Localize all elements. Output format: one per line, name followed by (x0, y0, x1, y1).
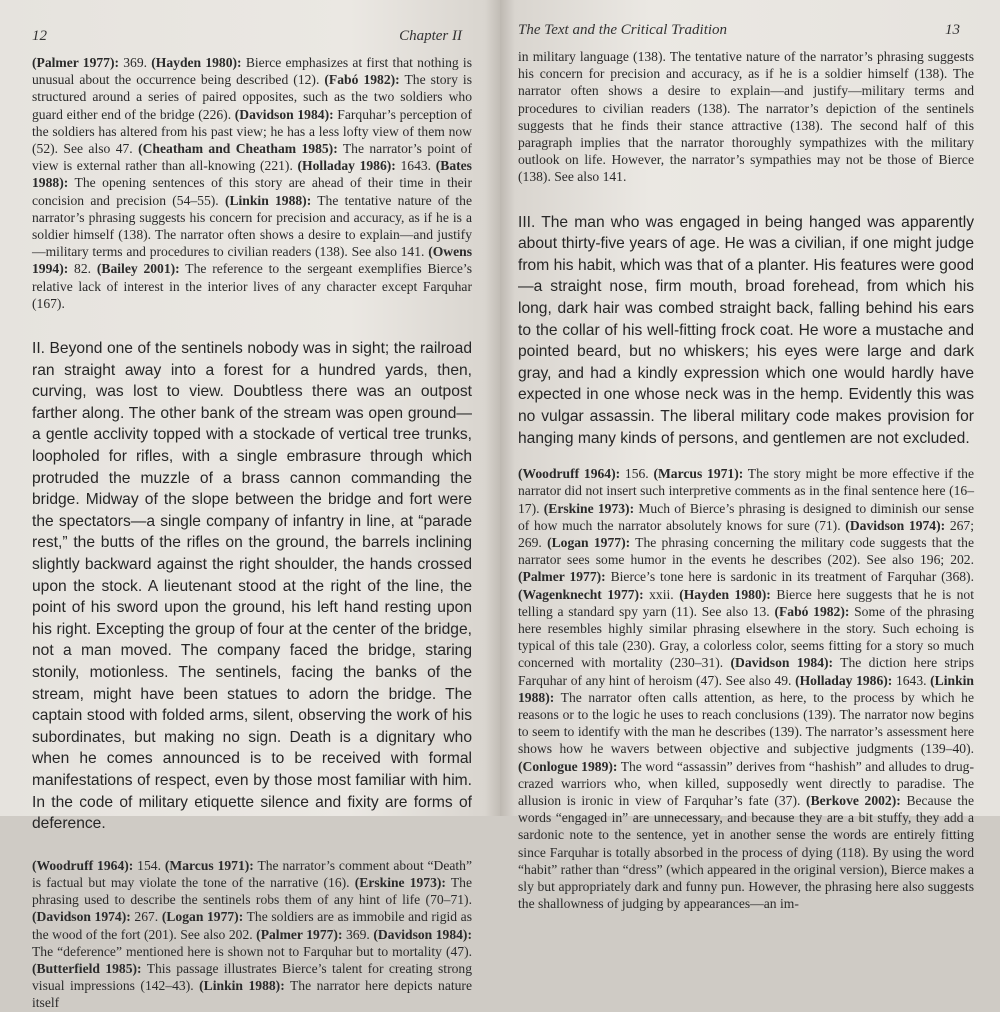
citation-text: 369. (342, 926, 374, 942)
running-head: Chapter II (399, 28, 462, 44)
citation-label: (Marcus 1971): (653, 466, 744, 482)
citation-text: Farquhar’s perception of the soldiers has altered from his past view; he has a less lofty view of them now (52). See also 47. (32, 106, 472, 157)
citation-text: xxii. (643, 586, 680, 602)
right-page-header (518, 22, 974, 42)
citation-text: The phrasing concerning the military code suggests that the narrator sees some humor in the events he describes (202). See also 196; 202. (518, 534, 975, 568)
page-number: 13 (945, 22, 960, 38)
citation-label: (Fabó 1982): (324, 72, 400, 88)
citation-label: (Logan 1977): (161, 909, 244, 925)
citation-text: This passage illustrates Bierce’s talent for creating strong visual impressions (142–43). (32, 960, 472, 994)
commentary-notes (32, 54, 472, 312)
citation-label: (Davidson 1974): (845, 517, 946, 533)
citation-text: The word “assassin” derives from “hashish” and alludes to drug-crazed warriors who, when killed, supposedly went directly to paradise. The allusion is ironic in view of Farquhar’s fate (37). (518, 758, 975, 809)
citation-text: Bierce here suggests that he is not telling a standard spy yarn (11). See also 13. (518, 586, 974, 619)
right-page (500, 0, 1000, 912)
commentary-notes (32, 857, 472, 1012)
citation-text: The narrator often calls attention, as here, to the process by which he reasons or to the logic he uses to reach conclusions (139). The narrator now begins to seem to identify with the man he describes (139). The narrator’s assessment here shows how he wavers between objective and subjective judgments (139–40). (518, 689, 974, 757)
citation-text: Much of Bierce’s phrasing is designed to diminish our sense of how much the narrator absolutely knows for sure (71). (518, 500, 974, 533)
citation-label: (Conlogue 1989): (518, 758, 618, 774)
citation-text: The story might be more effective if the narrator did not insert such interpretive comments as in the final sentence here (16–17). (518, 466, 975, 516)
citation-label: (Erskine 1973): (354, 874, 446, 890)
citation-label: (Fabó 1982): (774, 603, 850, 619)
citation-label: (Palmer 1977): (518, 569, 606, 585)
citation-label: (Linkin 1988): (224, 192, 312, 208)
citation-label: (Linkin 1988): (199, 978, 285, 994)
citation-text: The tentative nature of the narrator’s phrasing suggests his concern for precision and accuracy, as if he is a soldier himself (138). The narrator often shows a desire to explain—and justify—military terms and procedures to civilian readers (138). See also 141. (32, 192, 473, 260)
citation-text: 369. (119, 55, 152, 70)
commentary-notes (518, 465, 974, 912)
citation-text: The “deference” mentioned here is shown not to Farquhar but to mortality (47). (32, 943, 472, 959)
citation-text: The opening sentences of this story are ahead of their time in their concision and precision (54–55). (32, 175, 472, 208)
citation-label: (Holladay 1986): (297, 158, 396, 174)
citation-text: The narrator here depicts nature itself (32, 978, 472, 1011)
citation-text: 1643. (892, 672, 931, 688)
citation-text: The narrator’s point of view is external rather than all-knowing (221). (32, 141, 472, 174)
citation-label: (Davidson 1984): (730, 655, 834, 671)
citation-text: 154. (133, 857, 165, 873)
citation-text: Bierce’s tone here is sardonic in its treatment of Farquhar (368). (605, 569, 974, 585)
citation-label: (Hayden 1980): (679, 586, 771, 602)
citation-text: The soldiers are as immobile and rigid as the wood of the fort (201). See also 202. (32, 909, 473, 942)
citation-label: (Berkove 2002): (806, 793, 901, 809)
citation-text: 156. (620, 466, 654, 482)
page-number: 12 (32, 28, 47, 44)
citation-label: (Davidson 1984): (234, 106, 334, 122)
citation-label: (Bailey 2001): (96, 261, 180, 277)
citation-label: (Wagenknecht 1977): (518, 586, 644, 602)
citation-label: (Bates 1988): (32, 158, 472, 191)
story-passage: II. Beyond one of the sentinels nobody was in sight; the railroad ran straight away into a forest for a hundred yards, then, curving, was lost to view. Doubtless there was an outpost farther along. The other bank of the stream was open ground—a gentle acclivity topped with a stockade of vertical tree trunks, loopholed for rifles, with a single embrasure through which protruded the muzzle of a brass cannon commanding the bridge. Midway of the slope between the bridge and fort were the spectators—a single company of infantry in line, at “parade rest,” the butts of the rifles on the ground, the barrels inclining slightly backward against the right shoulder, the hands crossed upon the stock. A lieutenant stood at the right of the line, the point of his sword upon the ground, his left hand resting upon his right. Excepting the group of four at the center of the bridge, not a man moved. The company faced the bridge, staring stonily, motionless. The sentinels, facing the banks of the stream, might have been statues to adorn the bridge. The captain stood with folded arms, silent, observing the work of his subordinates, but making no sign. Death is a dignitary who when he comes announced is to be received with formal manifestations of respect, even by those most familiar with him. In the code of military etiquette silence and fixity are forms of deference. (32, 340, 472, 833)
citation-text: in military language (138). The tentative nature of the narrator’s phrasing suggests his concern for precision and accuracy, as if he is a soldier himself (138). The narrator often shows a desire to explain—and justify—military terms and procedures to civilian readers (138). The narrator’s depiction of the sentinels suggests that he finds their stance attractive (138). The second half of this paragraph implies that the narrator thoroughly sympathizes with the military outlook on life. However, the narrator’s sympathies may not be those of Bierce (138). See also 141. (518, 49, 974, 185)
citation-label: (Davidson 1974): (32, 909, 131, 925)
left-page (0, 0, 500, 1011)
running-head: The Text and the Critical Tradition (518, 22, 728, 38)
story-passage: III. The man who was engaged in being hanged was apparently about thirty-five years of age. He was a civilian, if one might judge from his habit, which was that of a planter. His features were good—a straight nose, firm mouth, broad forehead, from which his long, dark hair was combed straight back, falling behind his ears to the collar of his well-fitting frock coat. He wore a mustache and pointed beard, but no whiskers; his eyes were large and dark gray, and had a kindly expression which one would hardly have expected in one whose neck was in the hemp. Evidently this was no vulgar assassin. The liberal military code makes provision for hanging many kinds of persons, and gentlemen are not excluded. (518, 213, 974, 447)
citation-text: 1643. (395, 158, 436, 174)
citation-text: 267. (130, 909, 162, 925)
citation-label: (Palmer 1977): (256, 926, 343, 942)
citation-label: (Woodruff 1964): (518, 466, 621, 482)
citation-label: (Linkin 1988): (518, 672, 974, 705)
citation-label: (Cheatham and Cheatham 1985): (138, 141, 338, 157)
citation-text: 267; 269. (518, 517, 975, 550)
citation-text: 82. (68, 261, 97, 277)
citation-text: The reference to the sergeant exemplifies Bierce’s relative lack of interest in the interior lives of any character except Farquhar (167). (32, 261, 472, 311)
left-page-header (32, 28, 472, 48)
citation-text: Bierce emphasizes at first that nothing is unusual about the occurrence being described (12). (32, 55, 472, 88)
citation-text: Because the words “engaged in” are unnecessary, and because they are a bit stuffy, they add a sardonic note to the sentence, yet in another sense the words are entirely fitting since Farquhar is totally absorbed in the process of dying (118). By using the word “habit” rather than “dress” (which appeared in the original version), Bierce makes a sly but appropriately dark and funny pun. However, the phrasing here also suggests the shallowness of judging by appearances—an im- (518, 793, 974, 912)
citation-text: The phrasing used to describe the sentinels robs them of any hint of life (70–71). (32, 874, 473, 908)
citation-label: (Davidson 1984): (373, 926, 472, 942)
citation-text: Some of the phrasing here resembles highly similar phrasing elsewhere in the story. Such echoing is typical of this tale (230). Gray, a colorless color, seems fitting for a story so much concerned with mortality (230–31). (518, 603, 974, 671)
citation-label: (Owens 1994): (32, 244, 472, 277)
citation-label: (Woodruff 1964): (32, 857, 134, 873)
citation-label: (Logan 1977): (547, 534, 631, 550)
citation-label: (Holladay 1986): (795, 672, 893, 688)
commentary-notes (518, 48, 974, 186)
citation-label: (Butterfield 1985): (32, 960, 142, 976)
citation-text: The narrator’s comment about “Death” is factual but may violate the tone of the narrative (16). (32, 857, 473, 890)
citation-label: (Erskine 1973): (543, 500, 635, 516)
citation-label: (Palmer 1977): (32, 55, 120, 70)
citation-label: (Marcus 1971): (164, 857, 254, 873)
citation-text: The story is structured around a series of paired opposites, such as the two soldiers who guard either end of the bridge (226). (32, 72, 472, 122)
citation-text: The diction here strips Farquhar of any hint of heroism (47). See also 49. (518, 655, 974, 688)
citation-label: (Hayden 1980): (151, 55, 242, 70)
